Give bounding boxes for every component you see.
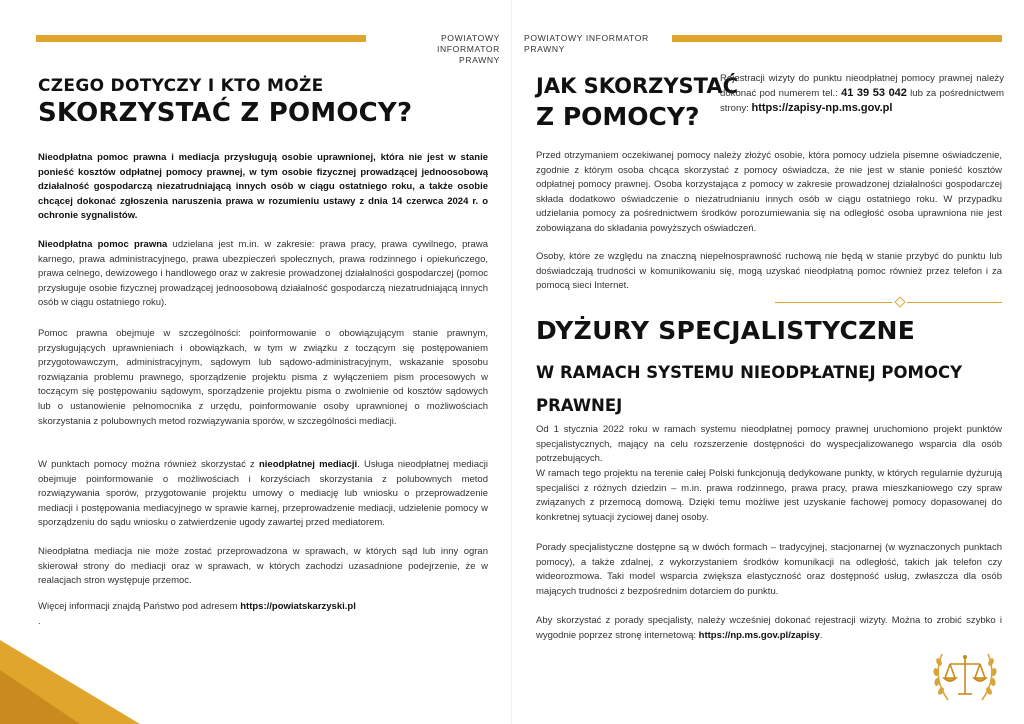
right-paragraph-statement: Przed otrzymaniem oczekiwanej pomocy należy złożyć osobie, która pomocy udziela pisemne oświadczenie, zgodnie z którym osoba chcąca skorzystać z pomocy oświadcza, że nie jest w stanie ponieść kosztów odpłatnej pomocy prawnej. Osoba korzystająca z pomocy w zakresie prowadzonej działalności gospodarczej składa dodatkowo oświadczenie o niezatrudnianiu innych osób w ciągu ostatniego roku. W przypadku udzielania pomocy za pośrednictwem środków porozumiewania się na odległość osoba uprawniona nie jest zobowiązana do składania powyższych oświadczeń. (536, 150, 1002, 234)
left-p2-text: udzielana jest m.in. w zakresie: prawa pracy, prawa cywilnego, prawa karnego, prawa administracyjnego, prawa ubezpieczeń społecznych, prawa rodzinnego i opiekuńczego, prawa celnego, dewizowego i handlowego oraz w zakresie prowadzonej działalności gospodarczej (pomoc przysługuje osobie fizycznej prowadzącej jednoosobową działalność gospodarczą niezatrudniającą innych osób w ciągu ostatniego roku). (38, 239, 488, 309)
left-paragraph-mediation-limits: Nieodpłatna mediacja nie może zostać przeprowadzona w sprawach, w których sąd lub inny ogran skierował strony do mediacji oraz w sprawach, w których zachodzi uzasadnione podejrzenie, że w realacjach stron występuje przemoc. (38, 546, 488, 587)
specialist-registration-link[interactable]: https://np.ms.gov.pl/zapisy (698, 629, 820, 641)
left-paragraph-more-info (38, 600, 488, 629)
header-bar-left (36, 35, 366, 42)
registration-phone[interactable]: 41 39 53 042 (841, 87, 907, 99)
left-paragraph-scope (38, 238, 488, 311)
header-right-line1: POWIATOWY INFORMATOR (524, 33, 649, 43)
specialist-paragraph-intro: Od 1 stycznia 2022 roku w ramach systemu nieodpłatnej pomocy prawnej uruchomiono projekt punktów specjalistycznych, mający na celu rozszerzenie dostępności do wyspecjalizowanego wsparcia dla osób potrzebujących. (536, 424, 1002, 465)
specialist-paragraph-points: W ramach tego projektu na terenie całej Polski funkcjonują dedykowane punkty, w których regularnie dyżurują specjaliści z różnych dziedzin – m.in. prawa rodzinnego, prawa pracy, prawa mieszkaniowego czy spraw związanych z przemocą domową. Dzięki temu możliwe jest uzyskanie fachowej pomocy dopasowanej do konkretnej sytuacji życiowej danej osoby. (536, 468, 1002, 523)
scales-of-justice-icon (928, 640, 1002, 714)
right-title-line1: JAK SKORZYSTAĆ (536, 74, 739, 98)
registration-text-a: Rejestracji wizyty do punktu nieodpłatnej pomocy prawnej należy dokonać pod numerem tel.: (720, 73, 1004, 99)
left-paragraph-eligibility (38, 151, 488, 224)
registration-text-b: lub za pośrednictwem strony: (720, 88, 1004, 114)
left-p4-text-a: W punktach pomocy można również skorzystać z (38, 459, 259, 470)
specialist-registration-after: . (819, 629, 823, 641)
specialist-title: DYŻURY SPECJALISTYCZNE (536, 316, 916, 345)
header-left (376, 33, 500, 66)
specialist-paragraph-forms: Porady specjalistyczne dostępne są w dwóch formach – tradycyjnej, stacjonarnej (w wyznaczonych punktach pomocy), a także zdalnej, z wykorzystaniem środków komunikacji na odległość, takich jak telefon czy wideorozmowa. Taki model wsparcia zwiększa elastyczność oraz dostępność usług, zwłaszcza dla osób mających trudności z bezpośrednim dotarciem do punktu. (536, 542, 1002, 597)
specialist-registration-text: Aby skorzystać z porady specjalisty, należy wcześniej dokonać rejestracji wizyty. Można to zrobić szybko i wygodnie poprzez stronę internetową: (536, 615, 1002, 641)
left-p2-bold: Nieodpłatna pomoc prawna (38, 239, 168, 250)
triangle-decoration-icon (0, 640, 140, 724)
left-paragraph-coverage: Pomoc prawna obejmuje w szczególności: poinformowanie o obowiązującym stanie prawnym, przysługujących uprawnieniach i obowiązkach, w tym w związku z toczącym się postępowaniem przygotowawczym, administracyjnym, sądowym lub sądowo-administracyjnym, wskazanie sposobu rozwiązania problemu prawnego, sporządzenie projektu pisma z wyłączeniem pism procesowych w toczącym się postępowaniu sądowym, sporządzenie projektu pisma o zwolnienie od kosztów sądowych lub o ustanowienie pełnomocnika z urzędu, poinformowanie osoby uprawnionej o możliwościach skorzystania z polubownych metod rozwiązywania sporów, w szczególności mediacji. (38, 328, 488, 427)
right-title-line2: Z POMOCY? (536, 102, 700, 131)
page-fold (511, 0, 512, 724)
diamond-icon (894, 296, 905, 307)
header-right (524, 33, 674, 55)
registration-info (720, 72, 1004, 116)
separator-line-left (775, 302, 892, 303)
specialist-subtitle: W RAMACH SYSTEMU NIEODPŁATNEJ POMOCY PRAWNEJ (536, 363, 963, 415)
left-paragraph-mediation (38, 458, 488, 531)
right-paragraph-disability: Osoby, które ze względu na znaczną niepełnosprawność ruchową nie będą w stanie przybyć do punktu lub doświadczają trudności w komunikowaniu się, mogą uzyskać nieodpłatną pomoc również przez telefon i za pomocą sieci Internet. (536, 251, 1002, 292)
left-title-line2: SKORZYSTAĆ Z POMOCY? (38, 98, 413, 128)
left-p4-text-b: . Usługa nieodpłatnej mediacji obejmuje poinformowanie o możliwościach i korzyściach skorzystania z polubownych metod rozwiązywania sporów, przygotowanie projektu umowy o mediację lub wniosku o przeprowadzenie mediacji i postępowania mediacyjnego w sprawie karnej, przeprowadzenie mediacji, udzielenie pomocy w sporządzeniu do sądu wniosku o zatwierdzenie ugody zawartej przed mediatorem. (38, 459, 488, 529)
left-p6-text: Więcej informacji znajdą Państwo pod adresem (38, 601, 241, 612)
registration-link[interactable]: https://zapisy-np.ms.gov.pl (751, 102, 893, 114)
left-p6-after: . (38, 615, 41, 627)
left-title-line1: CZEGO DOTYCZY I KTO MOŻE (38, 76, 324, 96)
separator-line-right (907, 302, 1002, 303)
header-left-line1: POWIATOWY INFORMATOR (437, 33, 500, 54)
header-bar-right (672, 35, 1002, 42)
header-right-line2: PRAWNY (524, 44, 566, 54)
specialist-paragraph-registration (536, 614, 1002, 643)
more-info-link[interactable]: https://powiatskarzyski.pl (240, 601, 356, 612)
header-left-line2: PRAWNY (458, 55, 500, 65)
left-p4-bold: nieodpłatnej mediacji (258, 459, 358, 470)
left-p1-text: Nieodpłatna pomoc prawna i mediacja przysługują osobie uprawnionej, która nie jest w stanie ponieść kosztów odpłatnej pomocy prawnej, w tym osobie fizycznej prowadzącej jednoosobową działalność gospodarczą niezatrudniającą innych osób w ciągu ostatniego roku, a także osobie chcącej dokonać zgłoszenia naruszenia prawa w rozumieniu ustawy z dnia 14 czerwca 2024 r. o ochronie sygnalistów. (38, 152, 488, 222)
